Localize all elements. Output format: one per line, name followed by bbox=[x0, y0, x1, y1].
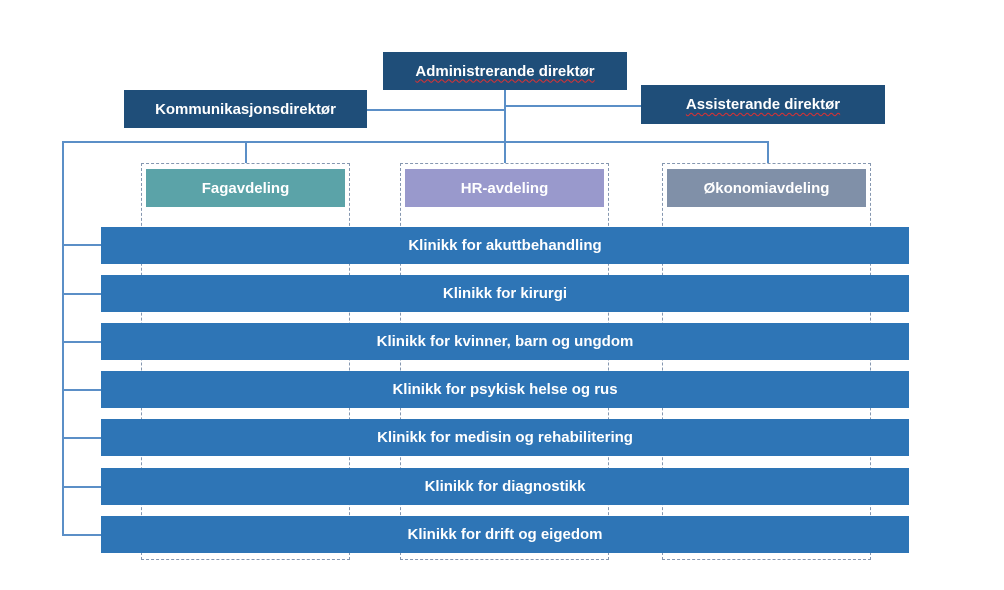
clinic-label: Klinikk for medisin og rehabilitering bbox=[377, 429, 633, 446]
assistant-director-label: Assisterande direktør bbox=[685, 96, 841, 113]
ceo-box bbox=[383, 52, 627, 90]
fag-connector bbox=[245, 141, 247, 163]
okonomi-connector bbox=[767, 141, 769, 163]
clinic-label: Klinikk for diagnostikk bbox=[424, 478, 586, 495]
clinic-psykisk-helse-rus bbox=[101, 371, 909, 408]
hr-avdeling-label: HR-avdeling bbox=[460, 179, 549, 197]
clinic-label: Klinikk for kirurgi bbox=[442, 285, 568, 302]
okonomiavdeling-box bbox=[667, 169, 866, 207]
clinic-akuttbehandling bbox=[101, 227, 909, 264]
okonomiavdeling-label: Økonomiavdeling bbox=[703, 179, 830, 197]
clinic-branch-connector bbox=[62, 389, 102, 391]
hr-connector bbox=[504, 141, 506, 163]
clinic-kvinner-barn-ungdom bbox=[101, 323, 909, 360]
communications-director-label: Kommunikasjonsdirektør bbox=[155, 100, 336, 118]
clinic-kirurgi bbox=[101, 275, 909, 312]
clinic-label: Klinikk for akuttbehandling bbox=[408, 237, 602, 254]
clinic-label: Klinikk for drift og eigedom bbox=[407, 526, 603, 543]
clinic-branch-connector bbox=[62, 486, 102, 488]
assistant-director-box bbox=[641, 85, 885, 124]
clinic-medisin-rehabilitering bbox=[101, 419, 909, 456]
clinic-diagnostikk bbox=[101, 468, 909, 505]
fagavdeling-box bbox=[146, 169, 345, 207]
ceo-label: Administrerande direktør bbox=[415, 62, 595, 80]
clinic-branch-connector bbox=[62, 293, 102, 295]
communications-director-box bbox=[124, 90, 367, 128]
clinic-label: Klinikk for psykisk helse og rus bbox=[392, 381, 618, 398]
clinic-drift-eigedom bbox=[101, 516, 909, 553]
left-spine-connector bbox=[62, 141, 64, 536]
ceo-vertical-connector bbox=[504, 90, 506, 143]
clinic-branch-connector bbox=[62, 244, 102, 246]
assistant-connector bbox=[505, 105, 642, 107]
clinic-branch-connector bbox=[62, 437, 102, 439]
clinic-branch-connector bbox=[62, 534, 102, 536]
clinic-label: Klinikk for kvinner, barn og ungdom bbox=[376, 333, 634, 350]
horizontal-connector bbox=[62, 141, 768, 143]
clinic-branch-connector bbox=[62, 341, 102, 343]
fagavdeling-label: Fagavdeling bbox=[201, 179, 290, 197]
communications-connector bbox=[367, 109, 506, 111]
hr-avdeling-box bbox=[405, 169, 604, 207]
